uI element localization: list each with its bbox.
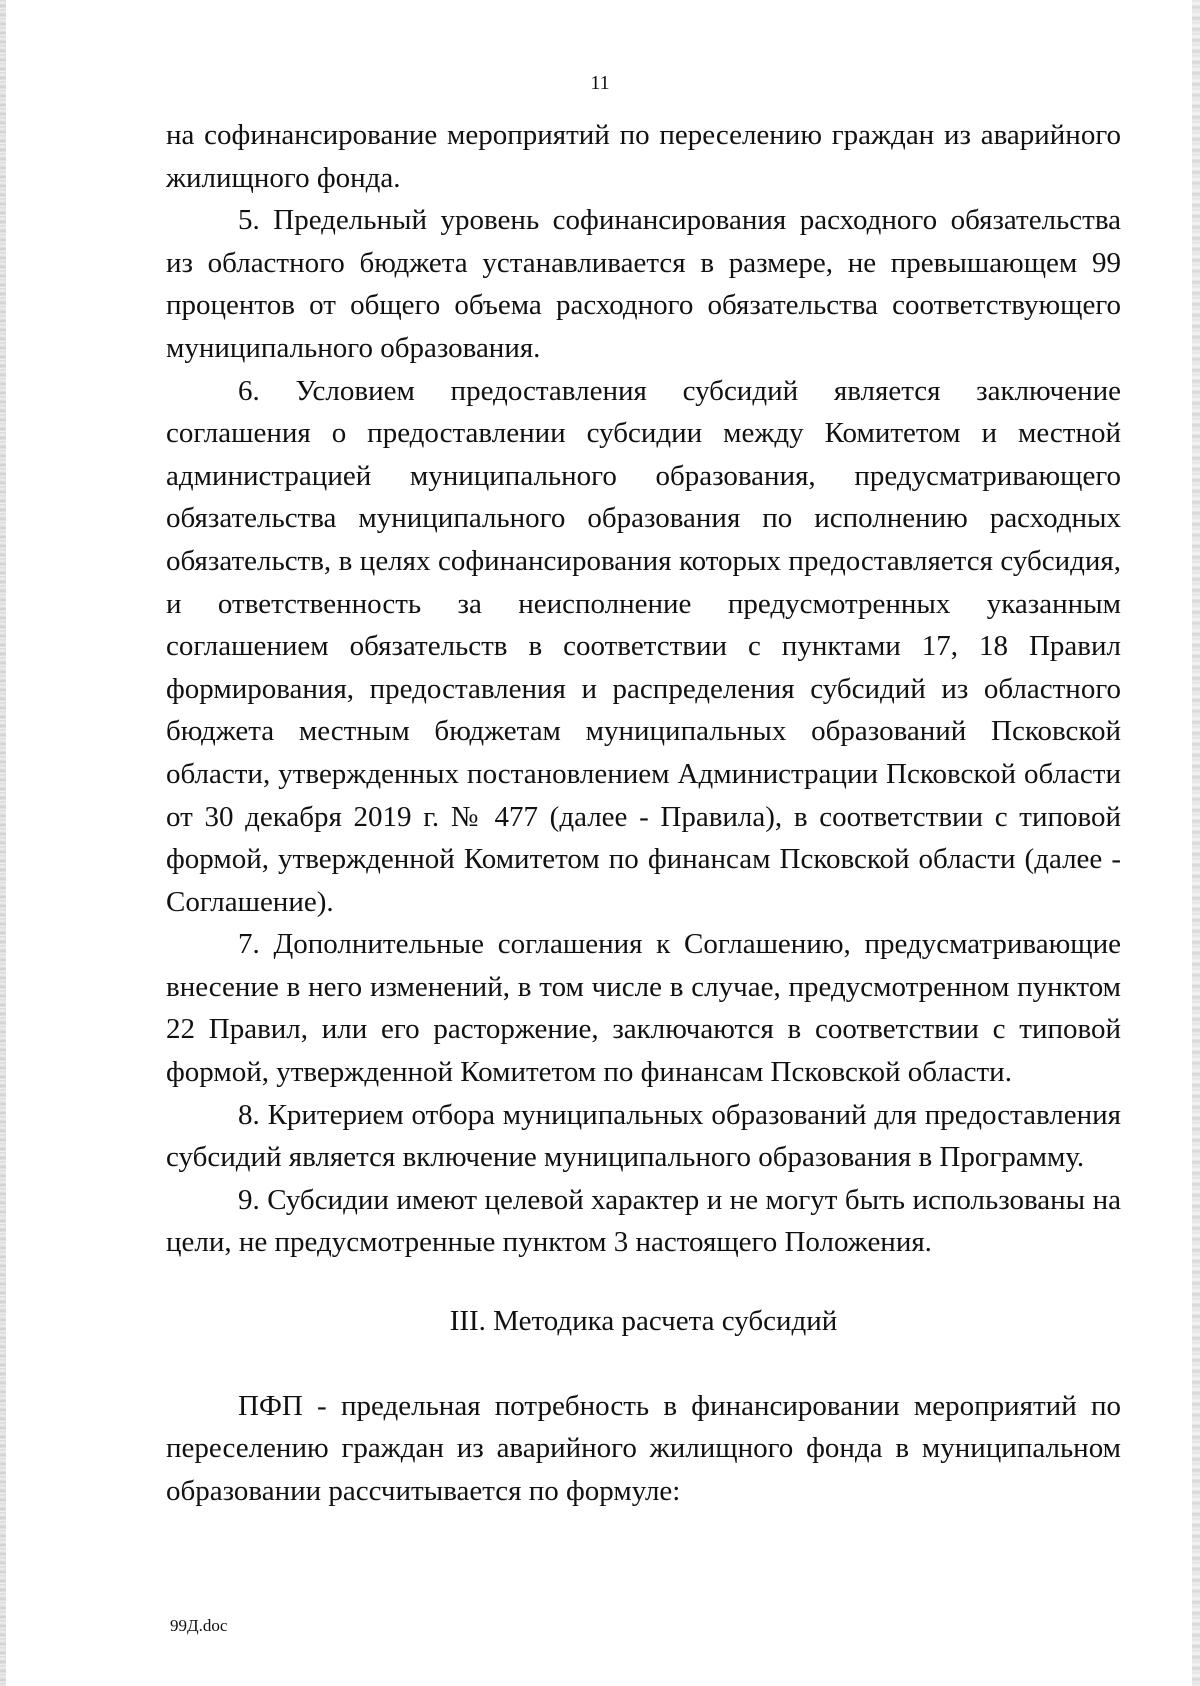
paragraph-7: 7. Дополнительные соглашения к Соглашению, предусматривающие внесение в него изменений, в том числе в случае, предусмотренном пунктом 22 Правил, или его расторжение, заключаются в соответствии с типовой формой, утвержденной Комитетом по финансам Псковской области. (166, 928, 1121, 1089)
page-number: 11 (590, 72, 610, 94)
section-heading: III. Методика расчета субсидий (449, 1305, 838, 1338)
document-body (166, 114, 1121, 1512)
file-name-footer: 99Д.doc (170, 1616, 228, 1635)
paragraph-5: 5. Предельный уровень софинансирования расходного обязательства из областного бюджета устанавливается в размере, не превышающем 99 процентов от общего объема расходного обязательства соответствующего муниципального образования. (166, 204, 1121, 364)
scan-edge-right (1192, 0, 1200, 1686)
scan-edge-left (0, 0, 6, 1686)
paragraph-pfp: ПФП - предельная потребность в финансировании мероприятий по переселению граждан из аварийного жилищного фонда в муниципальном образовании рассчитывается по формуле: (166, 1389, 1121, 1507)
paragraph-9: 9. Субсидии имеют целевой характер и не могут быть использованы на цели, не предусмотренные пунктом 3 настоящего Положения. (166, 1183, 1121, 1259)
paragraph-8: 8. Критерием отбора муниципальных образований для предоставления субсидий является включение муниципального образования в Программу. (166, 1098, 1121, 1174)
paragraph-continuation: на софинансирование мероприятий по переселению граждан из аварийного жилищного фонда. (166, 119, 1121, 194)
paragraph-6: 6. Условием предоставления субсидий является заключение соглашения о предоставлении субсидии между Комитетом и местной администрацией муниципального образования, предусматривающего обязательства муниципального образования по исполнению расходных обязательств, в целях софинансирования которых предоставляется субсидия, и ответственность за неисполнение предусмотренных указанным соглашением обязательств в соответствии с пунктами 17, 18 Правил формирования, предоставления и распределения субсидий из областного бюджета местным бюджетам муниципальных образований Псковской области, утвержденных постановлением Администрации Псковской области от 30 декабря 2019 г. № 477 (далее - Правила), в соответствии с типовой формой, утвержденной Комитетом по финансам Псковской области (далее - Соглашение). (166, 374, 1121, 918)
